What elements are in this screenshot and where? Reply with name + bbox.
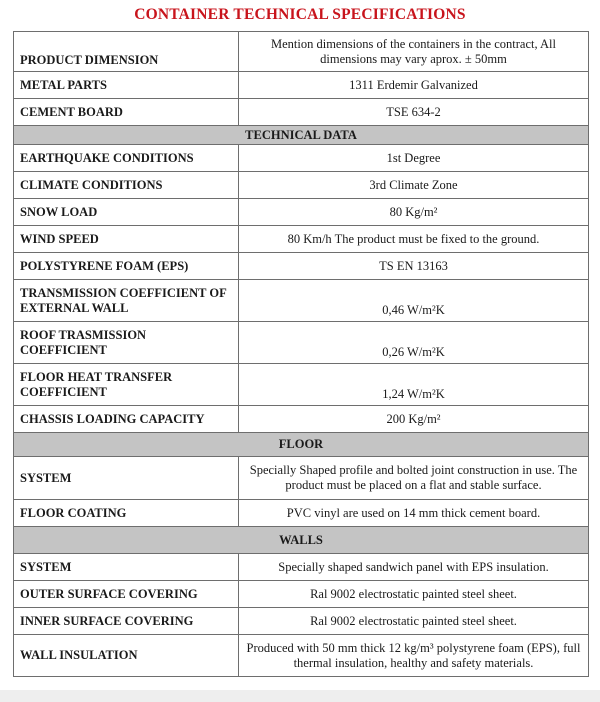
spec-value: 1st Degree [239, 145, 589, 172]
spec-label: WALL INSULATION [14, 635, 239, 677]
spec-value: TS EN 13163 [239, 253, 589, 280]
table-row [14, 253, 589, 280]
table-row [14, 99, 589, 126]
spec-table [13, 31, 589, 677]
spec-label: FLOOR HEAT TRANSFER COEFFICIENT [14, 364, 239, 406]
table-row [14, 145, 589, 172]
section-header-walls [14, 527, 589, 554]
spec-label: ROOF TRASMISSION COEFFICIENT [14, 322, 239, 364]
table-row [14, 608, 589, 635]
table-row [14, 500, 589, 527]
spec-value: Ral 9002 electrostatic painted steel sheet. [239, 608, 589, 635]
table-row [14, 199, 589, 226]
spec-value: 3rd Climate Zone [239, 172, 589, 199]
spec-value: 200 Kg/m² [239, 406, 589, 433]
table-row [14, 406, 589, 433]
table-row [14, 554, 589, 581]
spec-value: 80 Kg/m² [239, 199, 589, 226]
table-row [14, 322, 589, 364]
spec-label: OUTER SURFACE COVERING [14, 581, 239, 608]
spec-label: FLOOR COATING [14, 500, 239, 527]
spec-value: Specially Shaped profile and bolted joint construction in use. The product must be placed on a flat and stable surface. [239, 457, 589, 500]
spec-label: SYSTEM [14, 457, 239, 500]
page-title: CONTAINER TECHNICAL SPECIFICATIONS [134, 6, 466, 23]
spec-value: 0,26 W/m²K [239, 322, 589, 364]
spec-value: Produced with 50 mm thick 12 kg/m³ polystyrene foam (EPS), full thermal insulation, healthy and safety materials. [239, 635, 589, 677]
spec-value: TSE 634-2 [239, 99, 589, 126]
table-row [14, 226, 589, 253]
table-row [14, 364, 589, 406]
spec-label: INNER SURFACE COVERING [14, 608, 239, 635]
spec-label: CHASSIS LOADING CAPACITY [14, 406, 239, 433]
spec-value: 80 Km/h The product must be fixed to the ground. [239, 226, 589, 253]
spec-label: METAL PARTS [14, 72, 239, 99]
section-heading: FLOOR [14, 433, 589, 457]
table-row [14, 72, 589, 99]
spec-value: 1,24 W/m²K [239, 364, 589, 406]
spec-label: TRANSMISSION COEFFICIENT OF EXTERNAL WALL [14, 280, 239, 322]
spec-value: Specially shaped sandwich panel with EPS insulation. [239, 554, 589, 581]
section-header-floor [14, 433, 589, 457]
table-row [14, 581, 589, 608]
section-heading: TECHNICAL DATA [14, 126, 589, 145]
spec-label: SYSTEM [14, 554, 239, 581]
spec-value: Ral 9002 electrostatic painted steel sheet. [239, 581, 589, 608]
table-row [14, 172, 589, 199]
spec-label: WIND SPEED [14, 226, 239, 253]
spec-value: 0,46 W/m²K [239, 280, 589, 322]
spec-value: Mention dimensions of the containers in the contract, All dimensions may vary aprox. ± 50mm [239, 32, 589, 72]
table-row [14, 32, 589, 72]
spec-value: 1311 Erdemir Galvanized [239, 72, 589, 99]
spec-label: SNOW LOAD [14, 199, 239, 226]
table-row [14, 635, 589, 677]
spec-label: EARTHQUAKE CONDITIONS [14, 145, 239, 172]
table-row [14, 457, 589, 500]
section-heading: WALLS [14, 527, 589, 554]
spec-label: CEMENT BOARD [14, 99, 239, 126]
table-row [14, 280, 589, 322]
spec-label: CLIMATE CONDITIONS [14, 172, 239, 199]
page-bottom-edge [0, 690, 600, 702]
spec-value: PVC vinyl are used on 14 mm thick cement board. [239, 500, 589, 527]
section-header-technical-data [14, 126, 589, 145]
spec-label: POLYSTYRENE FOAM (EPS) [14, 253, 239, 280]
spec-label: PRODUCT DIMENSION [14, 32, 239, 72]
